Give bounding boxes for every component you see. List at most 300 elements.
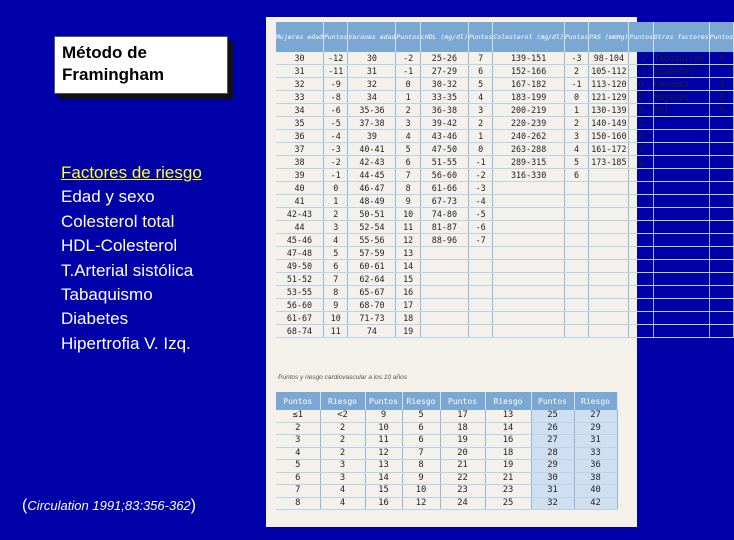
points-table-cell: 40-41 bbox=[348, 143, 396, 156]
points-table-cell: 60-61 bbox=[348, 260, 396, 273]
points-table-cell: 30-32 bbox=[420, 78, 468, 91]
points-table-cell: 74-80 bbox=[420, 208, 468, 221]
factor-item: Colesterol total bbox=[61, 211, 175, 231]
points-table-cell: 42-43 bbox=[276, 208, 323, 221]
points-table-header: Puntos bbox=[396, 22, 420, 52]
risk-table bbox=[276, 392, 618, 510]
risk-table-cell: 14 bbox=[485, 422, 531, 435]
risk-table-cell: 26 bbox=[531, 422, 574, 435]
points-table-cell bbox=[709, 299, 733, 312]
points-table-cell: 49-50 bbox=[276, 260, 323, 273]
points-table-cell: 39 bbox=[348, 130, 396, 143]
points-table-cell bbox=[709, 286, 733, 299]
points-table-cell: 5 bbox=[396, 143, 420, 156]
points-table-cell bbox=[709, 65, 733, 78]
points-table-row bbox=[276, 325, 734, 338]
points-table-cell: 12 bbox=[396, 234, 420, 247]
citation-close-paren: ) bbox=[190, 497, 196, 514]
points-table-cell bbox=[420, 312, 468, 325]
points-table-cell: 47-48 bbox=[276, 247, 323, 260]
points-table-cell: 71-73 bbox=[348, 312, 396, 325]
risk-table-cell: 20 bbox=[440, 447, 485, 460]
risk-table-cell: 31 bbox=[574, 435, 617, 448]
points-table-row bbox=[276, 91, 734, 104]
points-table-cell: 16 bbox=[396, 286, 420, 299]
points-table-cell bbox=[589, 312, 629, 325]
points-table-cell: -1 bbox=[629, 65, 653, 78]
points-table-cell: 3 bbox=[564, 130, 588, 143]
risk-table-cell: 24 bbox=[440, 497, 485, 510]
risk-table-row bbox=[276, 485, 617, 498]
points-table-cell bbox=[709, 143, 733, 156]
points-table-cell bbox=[468, 273, 492, 286]
points-table-cell: 9 bbox=[323, 299, 347, 312]
points-table-cell: 6 bbox=[709, 91, 733, 104]
points-table-cell: 55-56 bbox=[348, 234, 396, 247]
points-table-cell: -1 bbox=[396, 65, 420, 78]
risk-table-cell: 12 bbox=[365, 447, 402, 460]
points-table-cell bbox=[653, 325, 709, 338]
points-table-cell: 57-59 bbox=[348, 247, 396, 260]
risk-table-cell: 36 bbox=[574, 460, 617, 473]
points-table-cell bbox=[629, 182, 653, 195]
points-table-cell bbox=[493, 234, 564, 247]
points-table-cell bbox=[589, 286, 629, 299]
points-table-cell: 0 bbox=[396, 78, 420, 91]
risk-table-cell: 9 bbox=[365, 410, 402, 422]
points-table-cell bbox=[564, 325, 588, 338]
points-table-cell: 3 bbox=[396, 117, 420, 130]
points-table-cell: 150-160 bbox=[589, 130, 629, 143]
risk-table-header: Riesgo bbox=[320, 392, 365, 410]
risk-table-cell: 29 bbox=[574, 422, 617, 435]
points-table-cell bbox=[493, 221, 564, 234]
risk-table-cell: 3 bbox=[276, 435, 320, 448]
factor-item: HDL-Colesterol bbox=[61, 236, 178, 256]
risk-table-row bbox=[276, 410, 617, 422]
points-table-header: Varones edad bbox=[348, 22, 396, 52]
points-table-cell: 34 bbox=[348, 91, 396, 104]
points-table-cell bbox=[493, 286, 564, 299]
points-table-cell: 37 bbox=[276, 143, 323, 156]
points-table-cell: 11 bbox=[323, 325, 347, 338]
risk-table-cell: 23 bbox=[440, 485, 485, 498]
points-table-cell bbox=[629, 260, 653, 273]
points-table-cell bbox=[564, 247, 588, 260]
points-table-cell bbox=[709, 260, 733, 273]
points-table-row bbox=[276, 65, 734, 78]
points-table-cell: 3 bbox=[709, 78, 733, 91]
points-table-cell: 65-67 bbox=[348, 286, 396, 299]
risk-table-row bbox=[276, 460, 617, 473]
points-table-cell: 44-45 bbox=[348, 169, 396, 182]
factor-item: Edad y sexo bbox=[61, 187, 155, 207]
points-table-cell bbox=[653, 247, 709, 260]
points-table-header: Otros factores bbox=[653, 22, 709, 52]
points-table-cell: 88-96 bbox=[420, 234, 468, 247]
risk-table-cell: 4 bbox=[320, 485, 365, 498]
points-table-cell bbox=[564, 299, 588, 312]
points-table-header: Puntos bbox=[629, 22, 653, 52]
points-table-cell: 81-87 bbox=[420, 221, 468, 234]
points-table-cell: 68-74 bbox=[276, 325, 323, 338]
points-table-cell: 4 bbox=[396, 130, 420, 143]
points-table-cell: 6 bbox=[396, 156, 420, 169]
points-table-cell: -2 bbox=[323, 156, 347, 169]
risk-table-header: Puntos bbox=[276, 392, 320, 410]
points-table-cell bbox=[589, 208, 629, 221]
points-table-row bbox=[276, 104, 734, 117]
points-table-cell bbox=[468, 325, 492, 338]
points-table-cell: Diabetes: bbox=[653, 65, 709, 78]
points-table-cell: 2 bbox=[564, 65, 588, 78]
points-table-cell: -9 bbox=[323, 78, 347, 91]
points-table-cell bbox=[564, 260, 588, 273]
points-table-cell: 200-219 bbox=[493, 104, 564, 117]
points-table-cell: 18 bbox=[396, 312, 420, 325]
points-table-cell: 1 bbox=[323, 195, 347, 208]
points-table-cell: 3 bbox=[468, 104, 492, 117]
points-table-cell bbox=[653, 260, 709, 273]
points-table-cell bbox=[653, 182, 709, 195]
risk-table-cell: 19 bbox=[440, 435, 485, 448]
points-table-cell bbox=[589, 325, 629, 338]
points-table-cell: 41 bbox=[276, 195, 323, 208]
risk-table-cell: 5 bbox=[402, 410, 440, 422]
points-table-cell: 316-330 bbox=[493, 169, 564, 182]
risk-table-cell: 7 bbox=[276, 485, 320, 498]
points-table-cell bbox=[653, 273, 709, 286]
points-table-cell: 17 bbox=[396, 299, 420, 312]
points-table-cell: 121-129 bbox=[589, 91, 629, 104]
points-table-cell bbox=[653, 299, 709, 312]
risk-table-row bbox=[276, 422, 617, 435]
points-table-cell: 35-36 bbox=[348, 104, 396, 117]
points-table-cell: 105-112 bbox=[589, 65, 629, 78]
risk-table-cell: 28 bbox=[531, 447, 574, 460]
points-table-cell bbox=[709, 325, 733, 338]
points-table-cell bbox=[709, 247, 733, 260]
risk-table-cell: 38 bbox=[574, 472, 617, 485]
points-table-cell: -3 bbox=[564, 52, 588, 65]
risk-table-cell: 30 bbox=[531, 472, 574, 485]
points-table-cell: 5 bbox=[564, 156, 588, 169]
points-table-cell: 11 bbox=[396, 221, 420, 234]
risk-table-cell: 29 bbox=[531, 460, 574, 473]
points-table-row bbox=[276, 143, 734, 156]
risk-table-cell: 4 bbox=[276, 447, 320, 460]
points-table-cell bbox=[468, 299, 492, 312]
points-table-cell: Varones bbox=[653, 78, 709, 91]
points-table-cell: -6 bbox=[468, 221, 492, 234]
points-table-row bbox=[276, 234, 734, 247]
points-table-header: Puntos bbox=[323, 22, 347, 52]
risk-table-cell: 18 bbox=[485, 447, 531, 460]
risk-table-cell: 27 bbox=[574, 410, 617, 422]
risk-table-header: Riesgo bbox=[574, 392, 617, 410]
risk-table-cell: 13 bbox=[485, 410, 531, 422]
points-table-header: Puntos bbox=[564, 22, 588, 52]
points-table-cell: 1 bbox=[468, 130, 492, 143]
points-table-cell bbox=[589, 260, 629, 273]
risk-factors-heading: Factores de riesgo bbox=[61, 163, 202, 182]
points-table-cell bbox=[420, 325, 468, 338]
points-table-header: Colesterol (mg/dl) bbox=[493, 22, 564, 52]
points-table-cell: -2 bbox=[468, 169, 492, 182]
points-table-cell: 44 bbox=[276, 221, 323, 234]
points-table-cell bbox=[709, 169, 733, 182]
risk-table-cell: 14 bbox=[365, 472, 402, 485]
points-table-cell: -3 bbox=[468, 182, 492, 195]
points-table-cell bbox=[564, 286, 588, 299]
points-table-row bbox=[276, 286, 734, 299]
points-table-cell: 289-315 bbox=[493, 156, 564, 169]
risk-table-cell: 4 bbox=[320, 497, 365, 510]
points-table-cell: 5 bbox=[629, 143, 653, 156]
points-table-cell: HVI bbox=[653, 104, 709, 117]
points-table-cell bbox=[564, 273, 588, 286]
points-table-cell: 51-55 bbox=[420, 156, 468, 169]
points-table-cell: 4 bbox=[709, 52, 733, 65]
points-table-cell bbox=[493, 182, 564, 195]
points-table-cell: 2 bbox=[468, 117, 492, 130]
points-table-cell: 7 bbox=[468, 52, 492, 65]
points-table-cell: 19 bbox=[396, 325, 420, 338]
points-table-cell: 33 bbox=[276, 91, 323, 104]
risk-table-cell: 13 bbox=[365, 460, 402, 473]
points-table-cell: -4 bbox=[468, 195, 492, 208]
points-table-cell bbox=[564, 312, 588, 325]
points-table-cell: 0 bbox=[564, 91, 588, 104]
points-table-cell: 2 bbox=[323, 208, 347, 221]
points-table-cell: -8 bbox=[323, 91, 347, 104]
points-table-cell bbox=[420, 299, 468, 312]
points-table-cell: 140-149 bbox=[589, 117, 629, 130]
points-table-cell: 220-239 bbox=[493, 117, 564, 130]
points-table-cell bbox=[653, 169, 709, 182]
factor-item: Hipertrofia V. Izq. bbox=[61, 333, 191, 353]
risk-table-cell: 23 bbox=[485, 485, 531, 498]
points-table-cell bbox=[653, 130, 709, 143]
points-table-cell: 7 bbox=[323, 273, 347, 286]
points-table-cell bbox=[653, 286, 709, 299]
risk-table-cell: 31 bbox=[531, 485, 574, 498]
points-table-cell bbox=[589, 234, 629, 247]
points-table-cell: 14 bbox=[396, 260, 420, 273]
points-table-cell: 3 bbox=[629, 117, 653, 130]
points-table-cell: 1 bbox=[629, 91, 653, 104]
points-table-cell bbox=[468, 260, 492, 273]
points-table-cell: 173-185 bbox=[589, 156, 629, 169]
points-table-cell bbox=[468, 247, 492, 260]
points-table-cell: 32 bbox=[276, 78, 323, 91]
points-table-cell: 45-46 bbox=[276, 234, 323, 247]
risk-table-cell: 9 bbox=[402, 472, 440, 485]
points-table-cell: 9 bbox=[396, 195, 420, 208]
points-table-cell bbox=[709, 312, 733, 325]
points-table-cell: 56-60 bbox=[276, 299, 323, 312]
points-table-cell bbox=[589, 182, 629, 195]
points-table-cell: -4 bbox=[323, 130, 347, 143]
points-table-cell: -6 bbox=[323, 104, 347, 117]
points-table-cell: 130-139 bbox=[589, 104, 629, 117]
points-table-cell bbox=[629, 221, 653, 234]
risk-table-cell: ≤1 bbox=[276, 410, 320, 422]
points-table-row bbox=[276, 247, 734, 260]
points-table-cell: 51-52 bbox=[276, 273, 323, 286]
points-table-cell bbox=[709, 182, 733, 195]
risk-table-cell: 27 bbox=[531, 435, 574, 448]
points-table-cell bbox=[589, 169, 629, 182]
points-table-cell: -7 bbox=[468, 234, 492, 247]
points-table-cell: 33-35 bbox=[420, 91, 468, 104]
citation bbox=[22, 497, 196, 515]
points-table-header: Puntos bbox=[468, 22, 492, 52]
points-table-cell: 56-60 bbox=[420, 169, 468, 182]
points-table-cell: 0 bbox=[323, 182, 347, 195]
points-table-cell: 263-288 bbox=[493, 143, 564, 156]
points-table-cell: 74 bbox=[348, 325, 396, 338]
points-table-cell: 2 bbox=[396, 104, 420, 117]
points-table-cell: 6 bbox=[468, 65, 492, 78]
points-table-cell bbox=[589, 221, 629, 234]
points-table-cell bbox=[564, 221, 588, 234]
points-table-cell bbox=[709, 195, 733, 208]
points-table-cell: 53-55 bbox=[276, 286, 323, 299]
points-table-cell: 15 bbox=[396, 273, 420, 286]
points-table-cell bbox=[493, 195, 564, 208]
points-table-cell: 113-120 bbox=[589, 78, 629, 91]
points-table-cell: 40 bbox=[276, 182, 323, 195]
points-table-cell: 48-49 bbox=[348, 195, 396, 208]
points-table-cell: 8 bbox=[396, 182, 420, 195]
points-table-cell bbox=[493, 312, 564, 325]
risk-table-cell: 5 bbox=[276, 460, 320, 473]
points-table-row bbox=[276, 195, 734, 208]
points-table-cell bbox=[629, 195, 653, 208]
points-table-header: Puntos bbox=[709, 22, 733, 52]
points-table-cell: 39 bbox=[276, 169, 323, 182]
points-table-cell: 4 bbox=[323, 234, 347, 247]
risk-table-cell: 3 bbox=[320, 460, 365, 473]
points-table-cell: 13 bbox=[396, 247, 420, 260]
risk-table-cell: 18 bbox=[440, 422, 485, 435]
risk-table-cell: 21 bbox=[485, 472, 531, 485]
points-table-row bbox=[276, 299, 734, 312]
points-table-cell: 167-182 bbox=[493, 78, 564, 91]
points-table-cell: -12 bbox=[323, 52, 347, 65]
points-table-cell bbox=[653, 208, 709, 221]
points-table-cell: 3 bbox=[323, 221, 347, 234]
points-table-cell: 10 bbox=[396, 208, 420, 221]
points-table-cell bbox=[493, 325, 564, 338]
points-table-cell: 39-42 bbox=[420, 117, 468, 130]
points-table-cell: -1 bbox=[468, 156, 492, 169]
points-table-cell bbox=[629, 299, 653, 312]
points-table-cell bbox=[629, 273, 653, 286]
risk-table-cell: 22 bbox=[440, 472, 485, 485]
risk-table-row bbox=[276, 435, 617, 448]
points-table-cell: 37-38 bbox=[348, 117, 396, 130]
points-table-cell: 47-50 bbox=[420, 143, 468, 156]
points-table bbox=[276, 22, 734, 338]
points-table-cell: 34 bbox=[276, 104, 323, 117]
points-table-cell: -11 bbox=[323, 65, 347, 78]
risk-table-row bbox=[276, 447, 617, 460]
risk-table-cell: 40 bbox=[574, 485, 617, 498]
points-table-cell bbox=[493, 273, 564, 286]
points-table-cell bbox=[709, 208, 733, 221]
points-table-cell: 30 bbox=[348, 52, 396, 65]
points-table-cell bbox=[653, 195, 709, 208]
points-table-cell bbox=[653, 117, 709, 130]
points-table-row bbox=[276, 221, 734, 234]
points-table-cell bbox=[629, 234, 653, 247]
points-table-cell: 2 bbox=[629, 104, 653, 117]
points-table-cell: 0 bbox=[629, 78, 653, 91]
risk-table-row bbox=[276, 472, 617, 485]
risk-table-cell: 2 bbox=[320, 447, 365, 460]
points-table-cell: 9 bbox=[709, 104, 733, 117]
risk-table-cell: 15 bbox=[365, 485, 402, 498]
points-table-cell: 42-43 bbox=[348, 156, 396, 169]
points-table-cell bbox=[709, 273, 733, 286]
points-table-header: cHDL (mg/dl) bbox=[420, 22, 468, 52]
points-table-cell: 36 bbox=[276, 130, 323, 143]
points-table-cell: 1 bbox=[564, 104, 588, 117]
points-table-cell: -5 bbox=[323, 117, 347, 130]
points-table-cell: 62-64 bbox=[348, 273, 396, 286]
points-table-cell: 183-199 bbox=[493, 91, 564, 104]
risk-factors-list bbox=[61, 161, 202, 356]
points-table-cell: 61-66 bbox=[420, 182, 468, 195]
points-table-cell: 31 bbox=[348, 65, 396, 78]
risk-table-cell: 17 bbox=[440, 410, 485, 422]
points-table-cell bbox=[709, 117, 733, 130]
risk-table-cell: 32 bbox=[531, 497, 574, 510]
points-table-cell bbox=[493, 299, 564, 312]
points-table-cell: 6 bbox=[629, 156, 653, 169]
points-table-cell: 36-38 bbox=[420, 104, 468, 117]
points-table-cell bbox=[709, 234, 733, 247]
points-table-cell: 5 bbox=[323, 247, 347, 260]
risk-table-cell: 10 bbox=[402, 485, 440, 498]
citation-text: Circulation 1991;83:356-362 bbox=[27, 498, 191, 513]
points-table-cell bbox=[493, 260, 564, 273]
points-table-cell: 67-73 bbox=[420, 195, 468, 208]
points-table-cell: 6 bbox=[564, 169, 588, 182]
points-table-cell: 240-262 bbox=[493, 130, 564, 143]
risk-table-header: Puntos bbox=[365, 392, 402, 410]
points-table-cell: 46-47 bbox=[348, 182, 396, 195]
risk-table-cell: 11 bbox=[365, 435, 402, 448]
points-table-cell bbox=[589, 195, 629, 208]
points-table-cell bbox=[420, 286, 468, 299]
points-table-cell: 152-166 bbox=[493, 65, 564, 78]
points-table-cell bbox=[493, 208, 564, 221]
points-table-cell: 161-172 bbox=[589, 143, 629, 156]
points-table-cell bbox=[564, 182, 588, 195]
risk-table-cell: 7 bbox=[402, 447, 440, 460]
risk-table-cell: 25 bbox=[531, 410, 574, 422]
points-table-cell: -2 bbox=[396, 52, 420, 65]
points-table-cell: -3 bbox=[323, 143, 347, 156]
points-table-cell bbox=[589, 299, 629, 312]
points-table-row bbox=[276, 273, 734, 286]
risk-table-cell: 2 bbox=[276, 422, 320, 435]
points-table-cell bbox=[468, 286, 492, 299]
points-table-row bbox=[276, 208, 734, 221]
